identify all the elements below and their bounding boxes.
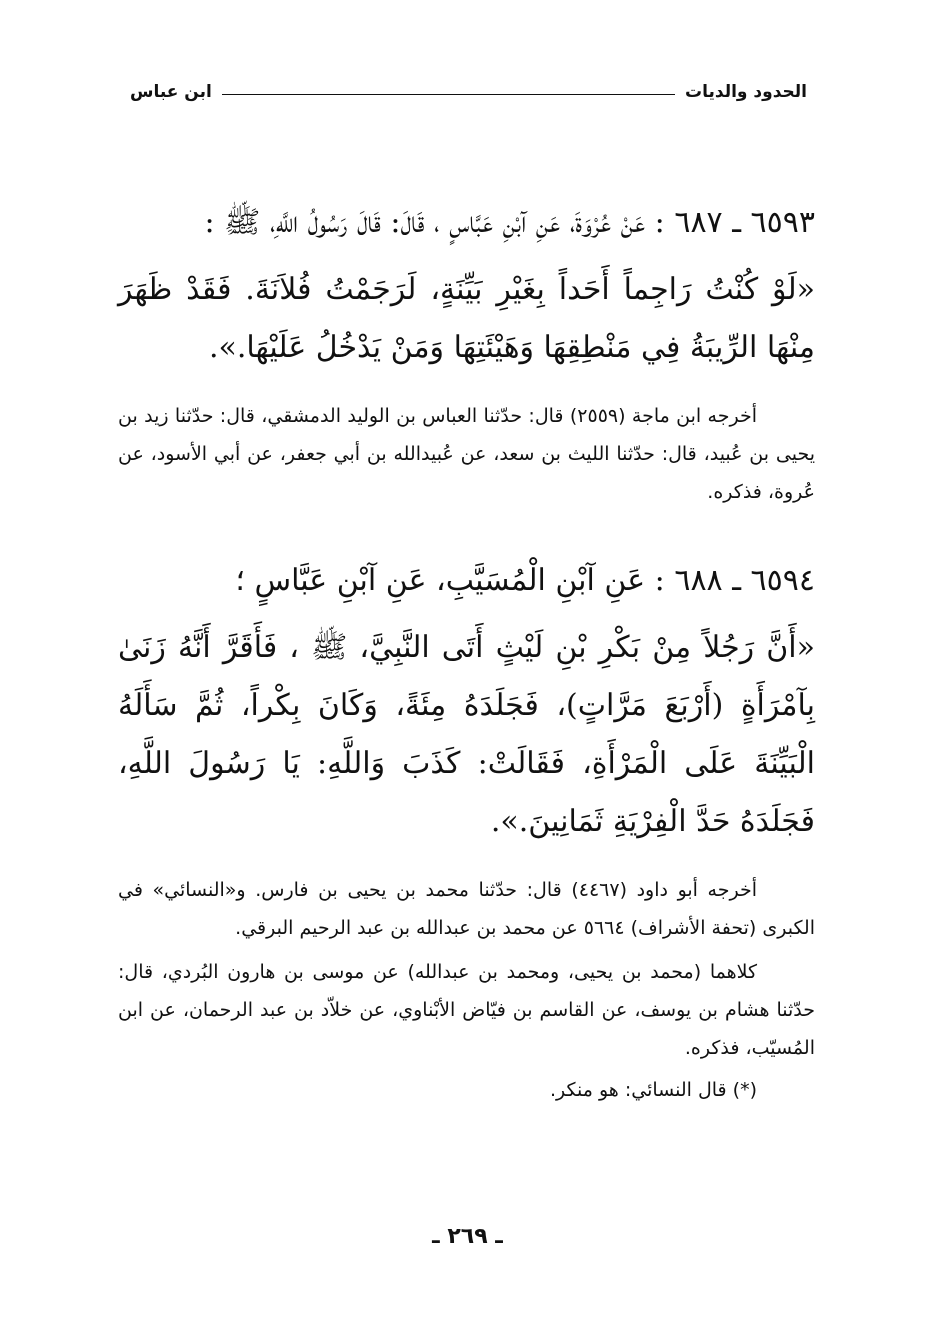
- spacer: [118, 511, 815, 553]
- hadith-entry: [118, 195, 815, 511]
- footnote: (*) قال النسائي: هو منكر.: [550, 1079, 757, 1101]
- header-section-title: ابن عباس: [130, 82, 212, 102]
- hadith-entry: [118, 553, 815, 1109]
- takhrij-paragraph: أخرجه أبو داود (٤٤٦٧) قال: حدّثنا محمد بن يحيى بن فارس. و«النسائي» في الكبرى (تحفة الأشراف) ٥٦٦٤ عن محمد بن عبدالله بن عبد الرحيم البرقي.: [118, 879, 815, 939]
- hadith-text: «أَنَّ رَجُلاً مِنْ بَكْرِ بْنِ لَيْثٍ أَتَى النَّبِيَّ، ﷺ ، فَأَقَرَّ أَنَّهُ زَنَىٰ بِآمْرَأَةٍ (أَرْبَعَ مَرَّاتٍ)، فَجَلَدَهُ مِئَةً، وَكَانَ بِكْراً، ثُمَّ سَأَلَهُ الْبَيِّنَةَ عَلَى الْمَرْأَةِ، فَقَالَتْ: كَذَبَ وَاللَّهِ: يَا رَسُولَ اللَّهِ، فَجَلَدَهُ حَدَّ الْفِرْيَةِ ثَمَانِينَ.».: [118, 630, 815, 839]
- spacer: [118, 851, 815, 871]
- running-header: [130, 78, 807, 106]
- header-chapter-title: الحدود والديات: [685, 82, 807, 102]
- takhrij-paragraph: أخرجه ابن ماجة (٢٥٥٩) قال: حدّثنا العباس بن الوليد الدمشقي، قال: حدّثنا زيد بن يحيى بن عُبيد، قال: حدّثنا الليث بن سعد، عن عُبيدالله بن أبي جعفر، عن أبي الأسود، عن عُروة، فذكره.: [118, 405, 815, 503]
- header-rule: [222, 94, 675, 95]
- takhrij-paragraph: كلاهما (محمد بن يحيى، ومحمد بن عبدالله) عن موسى بن هارون البُردي، قال: حدّثنا هشام بن يوسف، عن القاسم بن فيّاض الأبْناوي، عن خلاّد بن عبد الرحمان، عن ابن المُسيّب، فذكره.: [118, 961, 815, 1059]
- hadith-text: «لَوْ كُنْتُ رَاجِماً أَحَداً بِغَيْرِ بَيِّنَةٍ، لَرَجَمْتُ فُلاَنَةَ. فَقَدْ ظَهَرَ مِنْهَا الرِّيبَةُ فِي مَنْطِقِهَا وَهَيْئَتِهَا وَمَنْ يَدْخُلُ عَلَيْهَا.».: [118, 272, 815, 365]
- hadith-heading: ٦٥٩٣ ـ ٦٨٧ : عَنْ عُرْوَةَ، عَنِ آبْنِ عَبَّاسٍ ، قَالَ: قَالَ رَسُولُ اللَّهِ، ﷺ :: [204, 205, 815, 240]
- page-content: [118, 195, 815, 1109]
- hadith-heading: ٦٥٩٤ ـ ٦٨٨ : عَنِ آبْنِ الْمُسَيَّبِ، عَنِ آبْنِ عَبَّاسٍ ؛: [235, 563, 815, 598]
- page-number: ـ ٢٦٩ ـ: [432, 1224, 503, 1249]
- spacer: [118, 377, 815, 397]
